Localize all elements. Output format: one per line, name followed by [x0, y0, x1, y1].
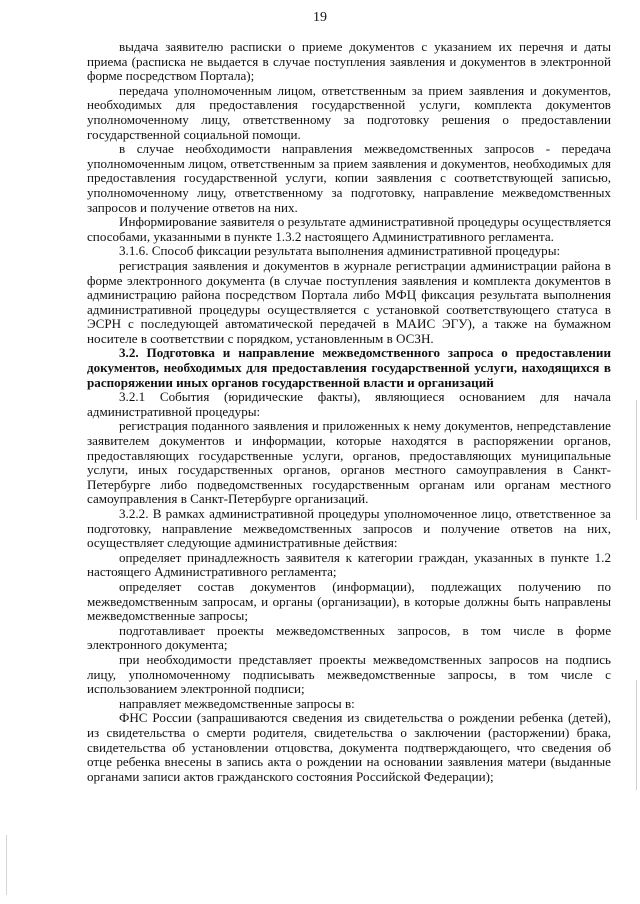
scan-edge-mark — [636, 400, 637, 520]
paragraph: регистрация поданного заявления и приложенных к нему документов, непредставление заявителем документов и информации, которые находятся в распоряжении органов, предоставляющих государственные услуги, органов, предоставляющих муниципальные услуги, иных государственных органов, органов местного самоуправления в Санкт-Петербурге либо подведомственных государственным органам или органам местного самоуправления в Санкт-Петербурге организаций. — [87, 418, 611, 507]
paragraph: передача уполномоченным лицом, ответственным за прием заявления и документов, необходимых для предоставления государственной услуги, комплекта документов уполномоченному лицу, ответственному за подготовку решения о предоставлении государственной социальной помощи. — [87, 82, 611, 142]
paragraph: выдача заявителю расписки о приеме документов с указанием их перечня и даты приема (расписка не выдается в случае поступления заявления и документов в электронной форме посредством Портала); — [87, 39, 611, 84]
paragraph: 3.2.2. В рамках административной процедуры уполномоченное лицо, ответственное за подготовку, направление межведомственных запросов и получение ответов на них, осуществляет следующие административные действия: — [87, 506, 611, 551]
paragraph: Информирование заявителя о результате административной процедуры осуществляется способами, указанными в пункте 1.3.2 настоящего Административного регламента. — [87, 214, 611, 244]
scan-edge-mark — [636, 680, 637, 790]
paragraph: направляет межведомственные запросы в: — [119, 695, 355, 711]
page-number: 19 — [313, 10, 327, 25]
paragraph: 3.2.1 События (юридические факты), являющиеся основанием для начала административной процедуры: — [87, 389, 611, 419]
paragraph: определяет состав документов (информации), подлежащих получению по межведомственным запросам, и органы (организации), в которые должны быть направлены межведомственные запросы; — [87, 578, 611, 624]
paragraph: регистрация заявления и документов в журнале регистрации администрации района в форме электронного документа (в случае поступления заявления и комплекта документов в администрацию района посредством Портала либо МФЦ фиксация результата выполнения административной процедуры осуществляется с установкой соответствующего статуса в ЭСРН с последующей автоматической передачей в МАИС ЭГУ), а также на бумажном носителе в соответствии с порядком, установленным в ОСЗН. — [87, 257, 611, 346]
paragraph: в случае необходимости направления межведомственных запросов - передача уполномоченным лицом, ответственным за прием заявления и документов, необходимых для предоставления государственной услуги, копии заявления с соответствующей записью, уполномоченному лицу, ответственному за подготовку, направление межведомственных запросов и получение ответов на них. — [87, 141, 611, 215]
paragraph: ФНС России (запрашиваются сведения из свидетельства о рождении ребенка (детей), из свидетельства о смерти родителя, свидетельства о заключении (расторжении) брака, свидетельства об установлении отцовства, документа подтверждающего, что сведения об отце ребенка внесены в запись акта о рождении на основании заявления матери (выданные органами записи актов гражданского состояния Российской Федерации); — [87, 710, 611, 784]
paragraph: при необходимости представляет проекты межведомственных запросов на подпись лицу, уполномоченному подписывать межведомственные запросы, в том числе с использованием электронной подписи; — [87, 651, 611, 697]
section-heading-bold: 3.2. Подготовка и направление межведомственного запроса о предоставлении документов, необходимых для предоставления государственной услуги, находящихся в распоряжении иных органов государственной власти и организаций — [87, 345, 611, 390]
scan-edge-mark — [6, 835, 7, 895]
section-heading: 3.1.6. Способ фиксации результата выполнения административной процедуры: — [119, 243, 561, 259]
paragraph: подготавливает проекты межведомственных запросов, в том числе в форме электронного документа; — [87, 622, 611, 653]
paragraph: определяет принадлежность заявителя к категории граждан, указанных в пункте 1.2 настоящего Административного регламента; — [87, 549, 611, 580]
document-body — [87, 40, 611, 784]
